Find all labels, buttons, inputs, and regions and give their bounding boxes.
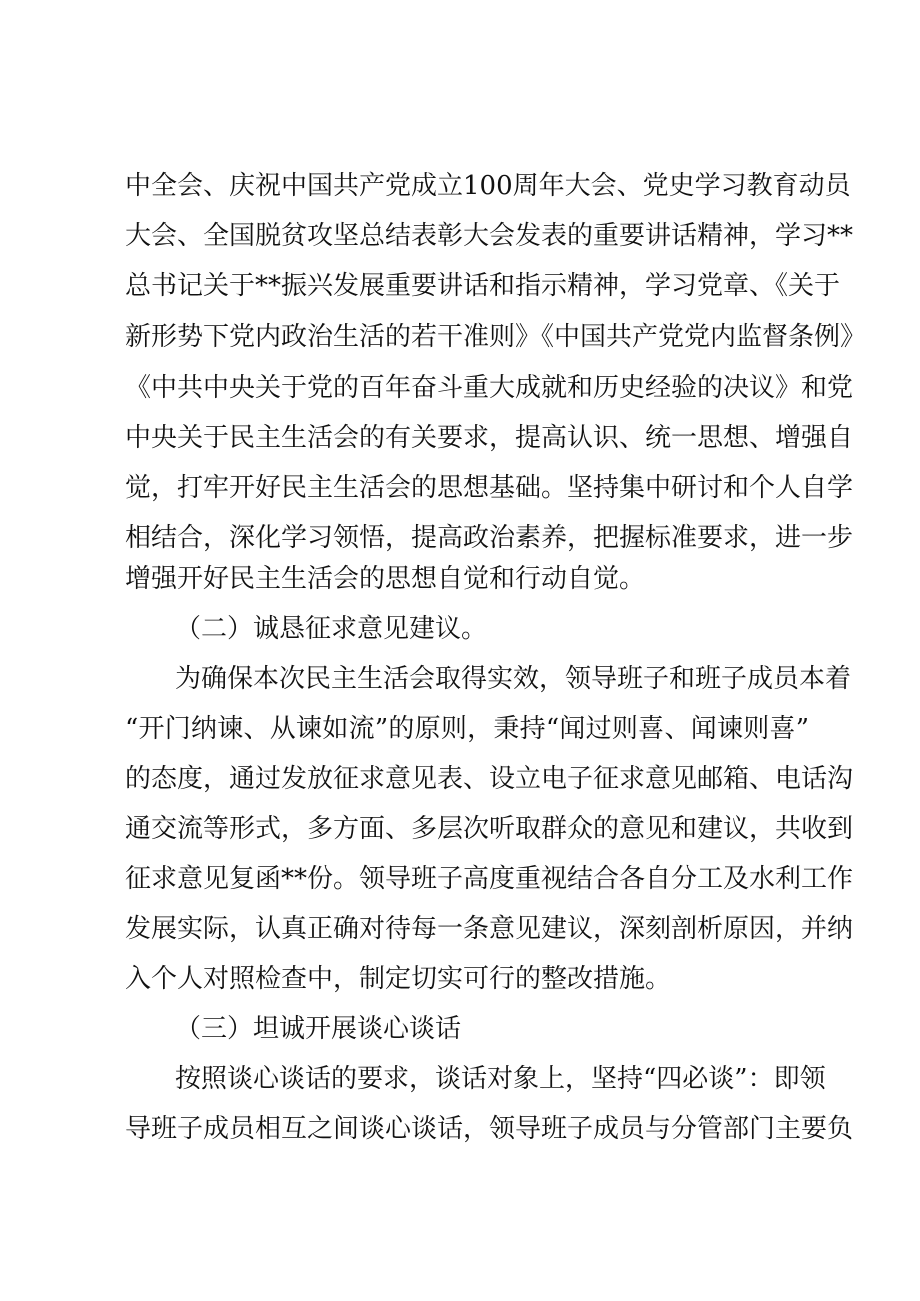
text-line: 中全会、庆祝中国共产党成立100周年大会、党史学习教育动员 bbox=[125, 171, 851, 201]
text-line: 通交流等形式，多方面、多层次听取群众的意见和建议，共收到 bbox=[125, 814, 854, 844]
text-line: 相结合，深化学习领悟，提高政治素养，把握标准要求，进一步 bbox=[125, 523, 854, 553]
text-line: 大会、全国脱贫攻坚总结表彰大会发表的重要讲话精神，学习** bbox=[125, 221, 854, 251]
text-line: 新形势下党内政治生活的若干准则》《中国共产党党内监督条例》 bbox=[125, 322, 867, 352]
text-line: 的态度，通过发放征求意见表、设立电子征求意见邮箱、电话沟 bbox=[125, 764, 854, 794]
text-line: 导班子成员相互之间谈心谈话，领导班子成员与分管部门主要负 bbox=[125, 1114, 854, 1144]
paragraph-first-line: 为确保本次民主生活会取得实效，领导班子和班子成员本着 bbox=[175, 664, 852, 694]
section-heading: （三）坦诚开展谈心谈话 bbox=[175, 1014, 462, 1044]
text-line: 《中共中央关于党的百年奋斗重大成就和历史经验的决议》和党 bbox=[125, 373, 854, 403]
paragraph-first-line: 按照谈心谈话的要求，谈话对象上，坚持“四必谈”：即领 bbox=[175, 1064, 826, 1094]
section-heading: （二）诚恳征求意见建议。 bbox=[175, 614, 488, 644]
text-line: 增强开好民主生活会的思想自觉和行动自觉。 bbox=[125, 564, 646, 594]
text-line: 觉，打牢开好民主生活会的思想基础。坚持集中研讨和个人自学 bbox=[125, 473, 854, 503]
text-line: 总书记关于**振兴发展重要讲话和指示精神，学习党章、《关于 bbox=[125, 271, 841, 301]
text-line: 入个人对照检查中，制定切实可行的整改措施。 bbox=[125, 964, 672, 994]
text-line: 中央关于民主生活会的有关要求，提高认识、统一思想、增强自 bbox=[125, 423, 854, 453]
text-line: 发展实际，认真正确对待每一条意见建议，深刻剖析原因，并纳 bbox=[125, 914, 854, 944]
text-line: “开门纳谏、从谏如流”的原则，秉持“闻过则喜、闻谏则喜” bbox=[125, 714, 809, 744]
text-line: 征求意见复函**份。领导班子高度重视结合各自分工及水利工作 bbox=[125, 864, 854, 894]
